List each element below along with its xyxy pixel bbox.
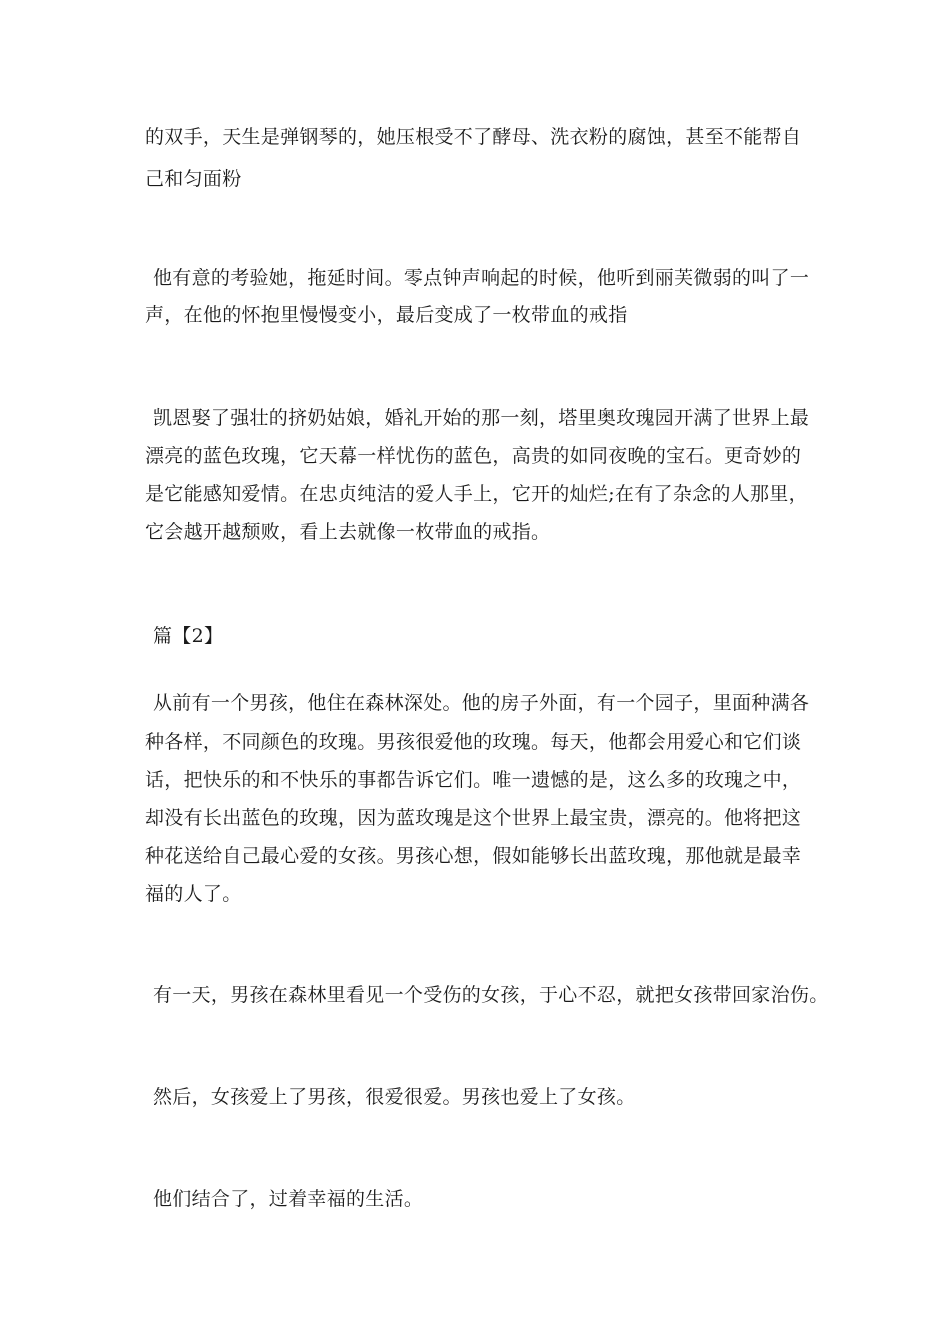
- section-heading: 篇【2】: [153, 625, 224, 647]
- paragraph-6-line-1: 有一天，男孩在森林里看见一个受伤的女孩，于心不忍，就把女孩带回家治伤。: [153, 984, 829, 1006]
- paragraph-3-line-1: 凯恩娶了强壮的挤奶姑娘，婚礼开始的那一刻，塔里奥玫瑰园开满了世界上最: [153, 407, 810, 429]
- paragraph-5-line-2: 种各样，不同颜色的玫瑰。男孩很爱他的玫瑰。每天，他都会用爱心和它们谈: [145, 731, 802, 753]
- paragraph-1-line-2: 己和匀面粉: [145, 168, 242, 190]
- paragraph-8-line-1: 他们结合了，过着幸福的生活。: [153, 1188, 424, 1210]
- paragraph-2-line-2: 声，在他的怀抱里慢慢变小，最后变成了一枚带血的戒指: [145, 304, 628, 326]
- paragraph-1-line-1: 的双手，天生是弹钢琴的，她压根受不了酵母、洗衣粉的腐蚀，甚至不能帮自: [145, 126, 802, 148]
- paragraph-3-line-2: 漂亮的蓝色玫瑰，它天幕一样忧伤的蓝色，高贵的如同夜晚的宝石。更奇妙的: [145, 445, 802, 467]
- paragraph-5-line-4: 却没有长出蓝色的玫瑰，因为蓝玫瑰是这个世界上最宝贵，漂亮的。他将把这: [145, 807, 802, 829]
- paragraph-3-line-4: 它会越开越颓败，看上去就像一枚带血的戒指。: [145, 521, 551, 543]
- paragraph-7-line-1: 然后，女孩爱上了男孩，很爱很爱。男孩也爱上了女孩。: [153, 1086, 636, 1108]
- paragraph-5-line-3: 话，把快乐的和不快乐的事都告诉它们。唯一遗憾的是，这么多的玫瑰之中，: [145, 769, 802, 791]
- paragraph-2-line-1: 他有意的考验她，拖延时间。零点钟声响起的时候，他听到丽芙微弱的叫了一: [153, 267, 810, 289]
- paragraph-5-line-5: 种花送给自己最心爱的女孩。男孩心想，假如能够长出蓝玫瑰，那他就是最幸: [145, 845, 802, 867]
- paragraph-3-line-3: 是它能感知爱情。在忠贞纯洁的爱人手上，它开的灿烂;在有了杂念的人那里，: [145, 483, 808, 505]
- paragraph-5-line-1: 从前有一个男孩，他住在森林深处。他的房子外面，有一个园子，里面种满各: [153, 692, 810, 714]
- paragraph-5-line-6: 福的人了。: [145, 883, 242, 905]
